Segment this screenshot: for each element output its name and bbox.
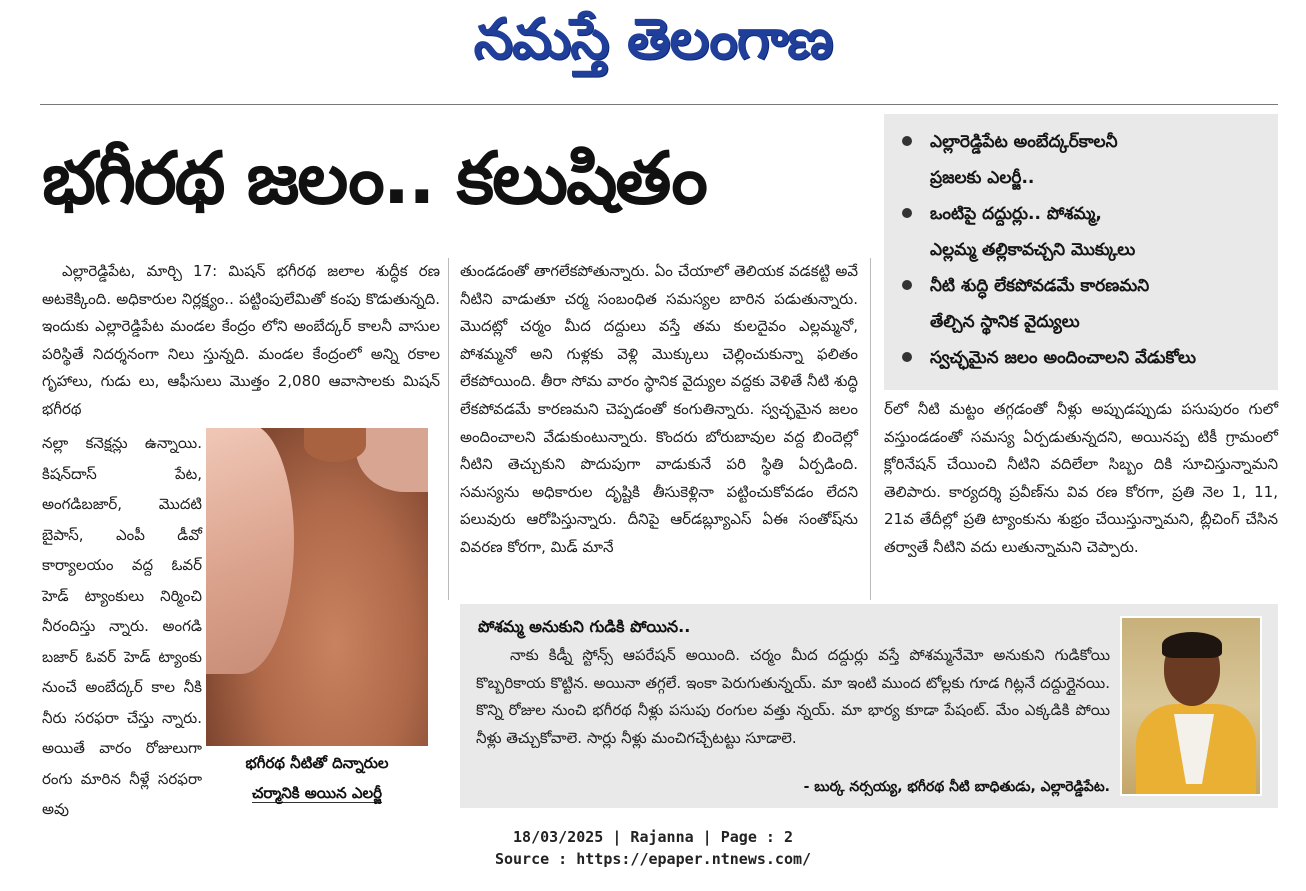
highlight-item (902, 196, 1268, 232)
skin-allergy-photo (206, 428, 428, 746)
highlight-text: స్వచ్ఛమైన జలం అందించాలని వేడుకోలు (930, 348, 1196, 368)
article-column-3: ర్‌లో నీటి మట్టం తగ్గడంతో నీళ్లు అప్పుడప్పుడు పసుపురం గులో వస్తుండడంతో సమస్య ఏర్పడుతున్నదని, అయినప్ప టికీ గ్రామంలో క్లోరినేషన్ చేయించి నీటిని వదిలేలా సిబ్బం దికి సూచిస్తున్నామని తెలిపారు. కార్యదర్శి ప్రవీణ్‌ను వివ రణ కోరగా, ప్రతి నెల 1, 11, 21వ తేదీల్లో ప్రతి ట్యాంకును శుభ్రం చేయిస్తున్నామని, బ్లీచింగ్ చేసిన తర్వాతే నీటిని వదు లుతున్నామని చెప్పారు. (884, 400, 1278, 556)
caption-line: చర్మానికి అయిన ఎలర్జీ (251, 784, 383, 802)
highlight-text: నీటి శుద్ధి లేకపోవడమే కారణమని (930, 276, 1150, 296)
photo-caption (206, 748, 428, 808)
highlight-text: ఒంటిపై దద్దుర్లు.. పోశమ్మ, (930, 204, 1102, 224)
footer-date-line: 18/03/2025 | Rajanna | Page : 2 (513, 828, 793, 846)
highlight-item (902, 268, 1268, 304)
quote-text: నాకు కిడ్నీ స్టోన్స్ ఆపరేషన్ అయింది. చర్మం మీద దద్దుర్లు వస్తే పోశమ్మనేమో అనుకుని గుడికోయి కొబ్బరికాయ కొట్టిన. అయినా తగ్గలే. ఇంకా పెరుగుతున్నయ్. మా ఇంటి ముంద టోల్లకు గూడ గిట్లనే దద్దుర్లైనయి. కొన్ని రోజుల నుంచి భగీరథ నీళ్లు పసుపు రంగుల వత్తు న్నయ్. మా భార్య కూడా పేషంట్. మేం ఎక్కడికి పోయి నీళ్లు తెచ్చుకోవాలె. సార్లు నీళ్లు మంచిగచ్చేటట్టు సూడాలె. (476, 646, 1110, 747)
bullet-icon (902, 280, 912, 290)
footer-source-line: Source : https://epaper.ntnews.com/ (494, 850, 812, 868)
bullet-icon (902, 352, 912, 362)
highlight-item-continuation (902, 232, 1268, 268)
caption-line: భగీరథ నీటితో దిన్నారుల (245, 754, 389, 772)
victim-quote-box (460, 604, 1278, 808)
portrait-hair-shape (1162, 632, 1222, 658)
highlight-text: ఎల్లమ్మ తల్లికావచ్చని మొక్కులు (930, 240, 1136, 260)
article-column-1-narrow: నల్లా కనెక్షన్లు ఉన్నాయి. కిషన్‌దాస్ పేట, అంగడిబజార్, మొదటి బైపాస్, ఎంపీ డీవో కార్యాలయం వద్ద ఓవర్ హెడ్ ట్యాంకులు నిర్మించి నీరందిస్తు న్నారు. అంగడి బజార్ ఓవర్ హెడ్ ట్యాంకు నుంచే అంబేద్కర్ కాల నీకి నీరు సరఫరా చేస్తు న్నారు. అయితే వారం రోజులుగా రంగు మారిన నీళ్లే సరఫరా అవు (42, 434, 202, 818)
column-divider (870, 258, 871, 600)
highlight-item-continuation (902, 160, 1268, 196)
highlight-item-continuation (902, 304, 1268, 340)
article-column-2: తుండడంతో తాగలేకపోతున్నారు. ఏం చేయాలో తెలియక వడకట్టి అవే నీటిని వాడుతూ చర్మ సంబంధిత సమస్యల బారిన పడుతున్నారు. మొదట్లో చర్మం మీద దద్దులు వస్తే తమ కులదైవం ఎల్లమ్మనో, పోశమ్మనో అని గుళ్లకు వెళ్లి మొక్కులు చెల్లించుకున్నా ఫలితం లేకపోయింది. తీరా సోమ వారం స్థానిక వైద్యుల వద్దకు వెళితే నీటి శుద్ధి లేకపోవడమే కారణమని చెప్పడంతో కంగుతిన్నారు. స్వచ్ఛమైన జలం అందించాలని వేడుకుంటున్నారు. కొందరు బోరుబావుల వద్ద బిందెల్లో నీటిని తెచ్చుకుని పొదుపుగా వాడుకునే పరి స్థితి ఏర్పడింది. సమస్యను అధికారుల దృష్టికి తీసుకెళ్లినా పట్టించుకోవడం లేదని పలువురు ఆరోపిస్తున్నారు. దీనిపై ఆర్‌డబ్ల్యూఎస్ ఏఈ సంతోష్‌ను వివరణ కోరగా, మిడ్ మానే (460, 262, 858, 556)
photo-shirt-shape (356, 428, 428, 492)
page-footer (0, 826, 1306, 870)
quote-title: పోశమ్మ అనుకుని గుడికి పోయిన.. (478, 617, 691, 636)
photo-shirt-shape (206, 428, 294, 674)
highlight-text: ఎల్లారెడ్డిపేట అంబేద్కర్‌కాలనీ (930, 132, 1118, 152)
highlight-item (902, 340, 1268, 376)
masthead-divider (40, 104, 1278, 105)
bullet-icon (902, 136, 912, 146)
column-divider (448, 258, 449, 600)
bullet-icon (902, 208, 912, 218)
victim-portrait-photo (1120, 616, 1262, 796)
article-column-1 (42, 258, 440, 424)
article-paragraph: ఎల్లారెడ్డిపేట, మార్చి 17: మిషన్ భగీరథ జలాల శుద్ధీక రణ అటకెక్కింది. అధికారుల నిర్లక్ష్యం.. పట్టింపులేమితో కంపు కొడుతున్నది. ఇందుకు ఎల్లారెడ్డిపేట మండల కేంద్రం లోని అంబేద్కర్ కాలనీ వాసుల పరిస్థితే నిదర్శనంగా నిలు స్తున్నది. మండల కేంద్రంలో అన్ని రకాల గృహాలు, గుడు లు, ఆఫీసులు మొత్తం 2,080 ఆవాసాలకు మిషన్ భగీరథ (42, 262, 440, 418)
photo-hand-shape (304, 428, 366, 462)
highlight-item (902, 124, 1268, 160)
quote-author: - బుర్క నర్సయ్య, భగీరథ నీటి బాధితుడు, ఎల్లారెడ్డిపేట. (803, 779, 1110, 795)
highlight-text: ప్రజలకు ఎలర్జీ.. (930, 168, 1035, 188)
article-headline: భగీరథ జలం.. కలుషితం (42, 136, 706, 220)
highlights-box (884, 114, 1278, 390)
newspaper-masthead: నమస్తే తెలంగాణ (473, 7, 833, 72)
highlight-text: తేల్చిన స్థానిక వైద్యులు (930, 312, 1080, 332)
